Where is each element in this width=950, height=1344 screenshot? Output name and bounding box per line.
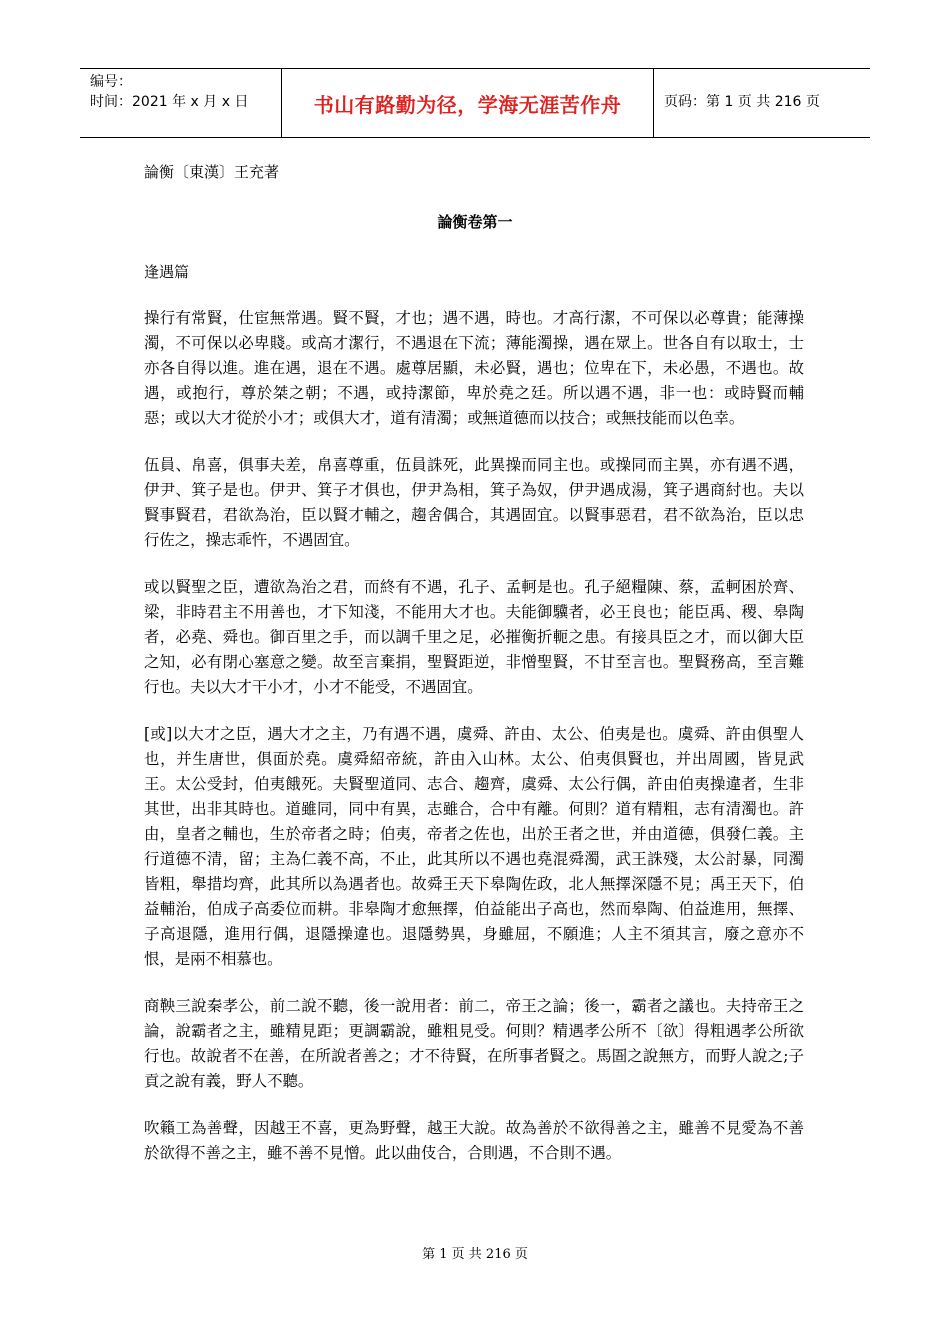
- document-number-label: 编号：: [90, 74, 132, 90]
- paragraph: 伍員、帛喜，俱事夫差，帛喜尊重，伍員誅死，此異操而同主也。或操同而主異，亦有遇不遇，伊尹、箕子是也。伊尹、箕子才俱也，伊尹為相，箕子為奴，伊尹遇成湯，箕子遇商紂也。夫以賢事賢君，君欲為治，臣以賢才輔之，趨舍偶合，其遇固宜。以賢事惡君，君不欲為治，臣以忠行佐之，操志乖忤，不遇固宜。: [144, 456, 804, 549]
- author-line: 論衡〔東漢〕王充著: [144, 163, 280, 181]
- volume-title: 論衡卷第一: [437, 213, 513, 231]
- header-divider: [653, 69, 654, 137]
- chapter-title: 逢遇篇: [144, 263, 190, 281]
- header-meta-cell: [80, 69, 280, 137]
- paragraph: 吹籟工為善聲，因越王不喜，更為野聲，越王大說。故為善於不欲得善之主，雖善不見愛為不善於欲得不善之主，雖不善不見憎。此以曲伎合，合則遇，不合則不遇。: [144, 1119, 804, 1162]
- document-date-label: 时间：2021 年 x 月 x 日: [90, 94, 249, 110]
- header-motto: 书山有路勤为径，学海无涯苦作舟: [313, 92, 622, 117]
- header-page-label: 页码：第 1 页 共 216 页: [664, 94, 820, 110]
- paragraph: 商鞅三說秦孝公，前二說不聽，後一說用者：前二，帝王之論；後一，霸者之議也。夫持帝王之論，說霸者之主，雖精見距；更調霸說，雖粗見受。何則？精遇孝公所不〔欲〕得粗遇孝公所欲行也。故說者不在善，在所說者善之；才不待賢，在所事者賢之。馬圄之說無方，而野人說之;子貢之說有義，野人不聽。: [144, 997, 804, 1090]
- document-body: [144, 306, 804, 1188]
- document-header: [80, 68, 870, 138]
- paragraph: 操行有常賢，仕宦無常遇。賢不賢，才也；遇不遇，時也。才高行潔，不可保以必尊貴；能薄操濁，不可保以必卑賤。或高才潔行，不遇退在下流；薄能濁操，遇在眾上。世各自有以取士，士亦各自得以進。進在遇，退在不遇。處尊居顯，未必賢，遇也；位卑在下，未必愚，不遇也。故遇，或抱行，尊於桀之朝；不遇，或持潔節，卑於堯之廷。所以遇不遇，非一也：或時賢而輔惡；或以大才從於小才；或俱大才，道有清濁；或無道德而以技合；或無技能而以色幸。: [144, 309, 804, 427]
- paragraph: 或以賢聖之臣，遭欲為治之君，而終有不遇，孔子、孟軻是也。孔子絕糧陳、蔡，孟軻困於齊、梁，非時君主不用善也，才下知淺，不能用大才也。夫能御驥者，必王良也；能臣禹、稷、皋陶者，必堯、舜也。御百里之手，而以調千里之足，必摧衡折軛之患。有接具臣之才，而以御大臣之知，必有閉心塞意之變。故至言棄捐，聖賢距逆，非憎聖賢，不甘至言也。聖賢務高，至言難行也。夫以大才干小才，小才不能受，不遇固宜。: [144, 578, 804, 696]
- paragraph: [或]以大才之臣，遇大才之主，乃有遇不遇，虞舜、許由、太公、伯夷是也。虞舜、許由俱聖人也，并生唐世，俱面於堯。虞舜紹帝統，許由入山林。太公、伯夷俱賢也，并出周國，皆見武王。太公受封，伯夷餓死。夫賢聖道同、志合、趨齊，虞舜、太公行偶，許由伯夷操違者，生非其世，出非其時也。道雖同，同中有異，志雖合，合中有離。何則？道有精粗，志有清濁也。許由，皇者之輔也，生於帝者之時；伯夷，帝者之佐也，出於王者之世，并由道德，俱發仁義。主行道德不清，留；主為仁義不高，不止，此其所以不遇也堯混舜濁，武王誅殘，太公討暴，同濁皆粗，舉措均齊，此其所以為遇者也。故舜王天下皋陶佐政，北人無擇深隱不見；禹王天下，伯益輔治，伯成子高委位而耕。非皋陶才愈無擇，伯益能出子高也，然而皋陶、伯益進用，無擇、子高退隱，進用行偶，退隱操違也。退隱勢異，身雖屈，不願進；人主不須其言，廢之意亦不恨，是兩不相慕也。: [144, 725, 804, 968]
- page-footer: 第 1 页 共 216 页: [422, 1247, 528, 1262]
